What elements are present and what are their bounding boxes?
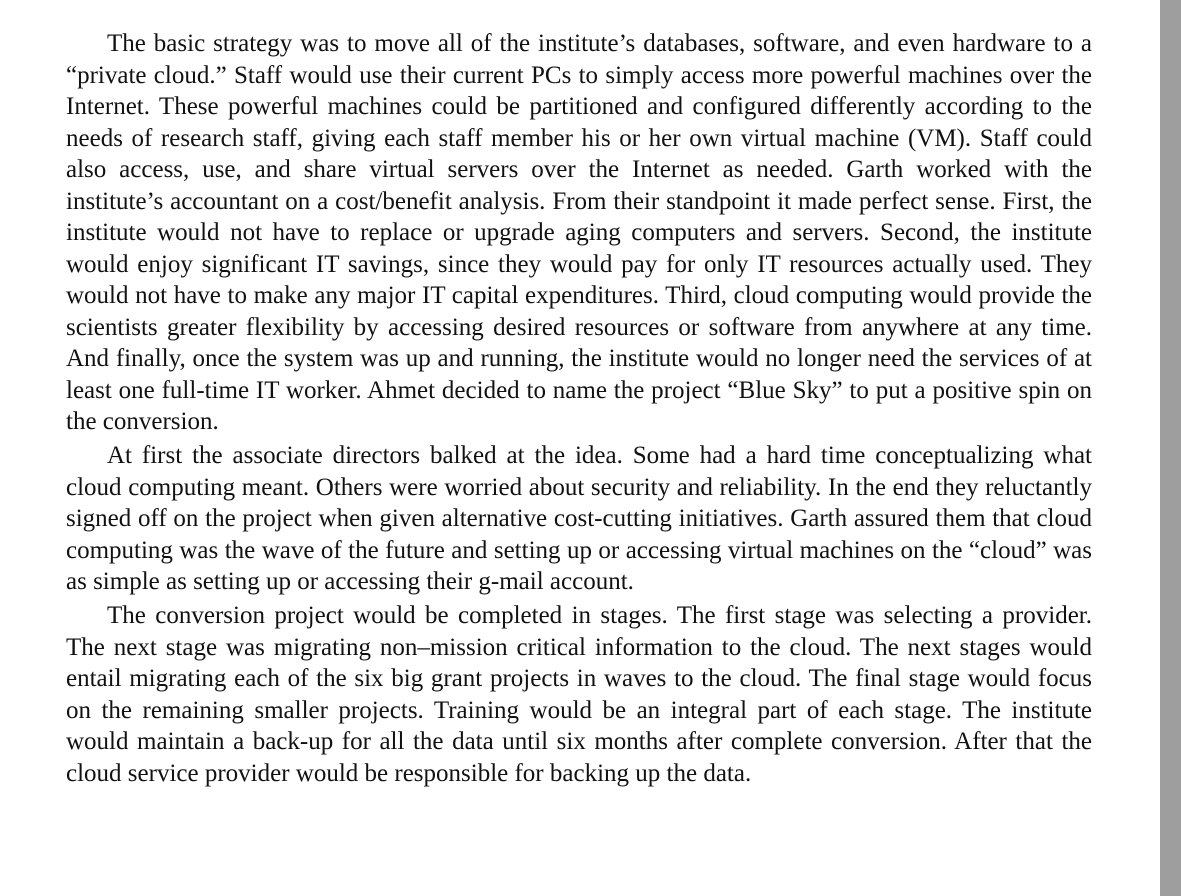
paragraph-conversion-stages: The conversion project would be completed in stages. The first stage was selecting a provider. The next stage was migrating non–mission critical information to the cloud. The next stages would entail migrating each of the six big grant projects in waves to the cloud. The final stage would focus on the remaining smaller projects. Training would be an integral part of each stage. The institute would maintain a back-up for all the data until six months after complete conversion. After that the cloud service provider would be responsible for backing up the data.	[66, 602, 1092, 787]
paragraph-blue-sky-strategy: The basic strategy was to move all of the institute’s databases, software, and even hardware to a “private cloud.” Staff would use their current PCs to simply access more powerful machines over the Internet. These powerful machines could be partitioned and configured differently according to the needs of research staff, giving each staff member his or her own virtual machine (VM). Staff could also access, use, and share virtual servers over the Internet as needed. Garth worked with the institute’s accountant on a cost/benefit analysis. From their standpoint it made perfect sense. First, the institute would not have to replace or upgrade aging computers and servers. Second, the institute would enjoy significant IT savings, since they would pay for only IT resources actually used. They would not have to make any major IT capital expenditures. Third, cloud computing would provide the scientists greater flexibility by accessing desired resources or software from anywhere at any time. And finally, once the system was up and running, the institute would no longer need the services of at least one full-time IT worker. Ahmet decided to name the project “Blue Sky” to put a positive spin on the conversion.	[66, 30, 1092, 435]
text-column	[66, 28, 1092, 792]
paragraph-associate-directors: At first the associate directors balked at the idea. Some had a hard time conceptualizing what cloud computing meant. Others were worried about security and reliability. In the end they reluctantly signed off on the project when given alternative cost-cutting initiatives. Garth assured them that cloud computing was the wave of the future and setting up or accessing virtual machines on the “cloud” was as simple as setting up or accessing their g-mail account.	[66, 442, 1092, 595]
vertical-scrollbar[interactable]	[1160, 0, 1181, 896]
